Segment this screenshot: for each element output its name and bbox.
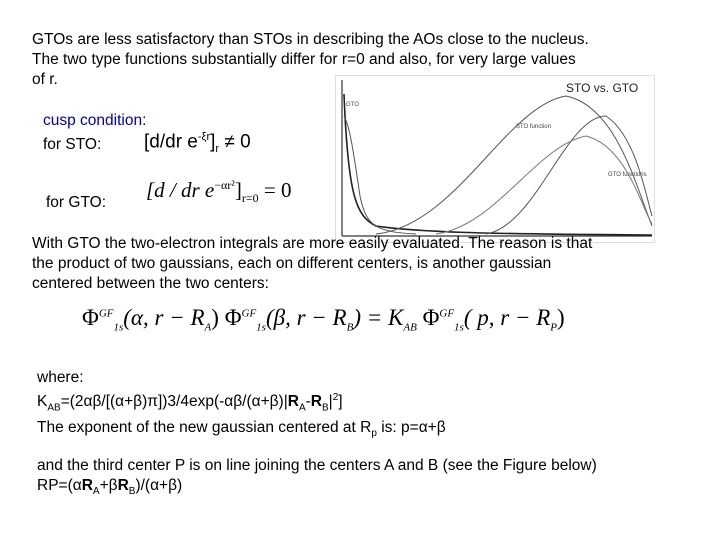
label-gto-functions: GTO functions: [608, 172, 647, 178]
two-electron-paragraph: [32, 234, 702, 294]
para2-line-3: centered between the two centers:: [32, 275, 269, 292]
rp-formula: $RP=(\alpha R_A+\beta R_B)/(\alpha+\beta)$: [37, 477, 183, 498]
third-center-line: and the third center P is on line joining the centers A and B (see the Figure below): [37, 457, 597, 474]
gto-cusp-formula: [d / dr $e^{-\alpha r^2}]_{r=0} = 0$: [146, 178, 292, 206]
gto-near-curve: [344, 116, 416, 234]
gto-wide-curve-1: [376, 96, 652, 234]
where-label: where:: [37, 369, 84, 386]
sto-label: for STO:: [43, 136, 102, 153]
intro-line-1: GTOs are less satisfactory than STOs in describing the AOs close to the nucleus.: [32, 31, 589, 48]
where-block: [37, 368, 707, 444]
para2-line-2: the product of two gaussians, each on different centers, is another gaussian: [32, 255, 552, 272]
cusp-condition-title: cusp condition:: [43, 112, 147, 129]
figure-title: STO vs. GTO: [566, 81, 639, 95]
intro-line-2: The two type functions substantially differ for r=0 and also, for very large values: [32, 51, 576, 68]
sto-cusp-formula: [d/dr $e^{-\xi r}]_r \ne 0$: [144, 131, 251, 156]
intro-line-3: of r.: [32, 71, 58, 88]
sto-vs-gto-figure: [335, 75, 655, 243]
sto-gto-plot: [336, 76, 654, 242]
gto-wide-curve-3: [436, 136, 652, 234]
exponent-line: The exponent of the new gaussian centered at $R_p$ is: p=α+β: [37, 419, 446, 440]
sto-curve: [344, 94, 652, 235]
label-gto: GTO: [346, 102, 359, 108]
third-center-block: [37, 456, 707, 502]
gaussian-product-equation: $\Phi^{GF}_{1s}(\alpha$, $r - R_A$) $\Phi^{GF}_{1s}(\beta$, $r - R_B) = K_{AB}$ $\Phi^{GF}_{1s}$( p, $r - R_P$): [82, 305, 565, 334]
para2-line-1: With GTO the two-electron integrals are more easily evaluated. The reason is that: [32, 235, 593, 252]
kab-formula: $K_{AB}=(2\alpha\beta/[(\alpha+\beta)\pi])3/4\exp(-\alpha\beta/(\alpha+\beta)|R_A-R_B|^2]$: [37, 392, 343, 414]
gto-label: for GTO:: [46, 194, 107, 211]
label-sto-function: STO function: [516, 124, 551, 130]
